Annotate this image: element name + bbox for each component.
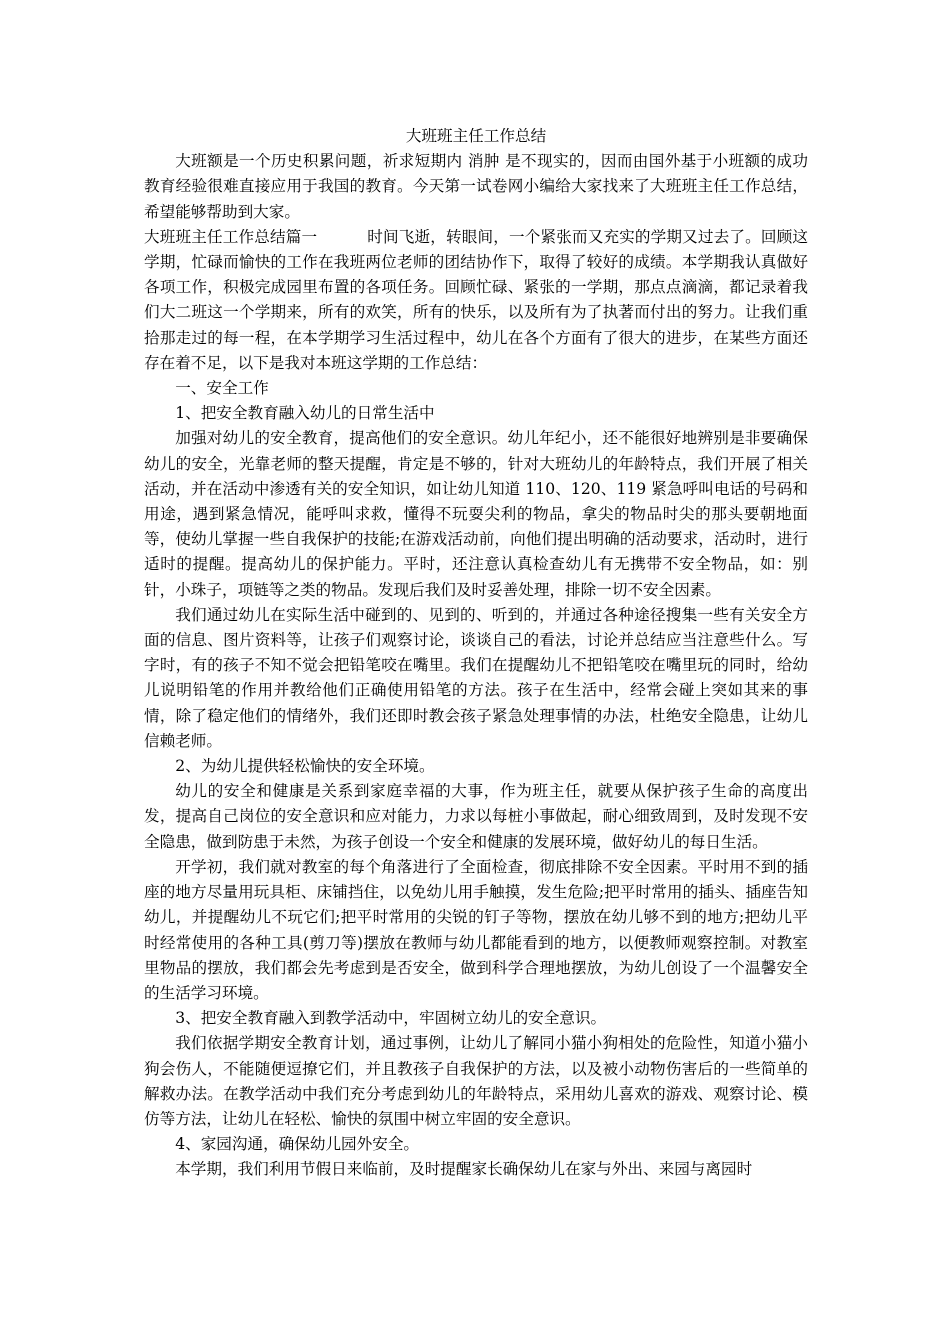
section1-heading: 一、安全工作 (175, 379, 269, 398)
document-body (144, 124, 808, 1183)
sub2-paragraph-2: 开学初，我们就对教室的每个角落进行了全面检查，彻底排除不安全因素。平时用不到的插座的地方尽量用玩具柜、床铺挡住，以免幼儿用手触摸，发生危险;把平时常用的插头、插座告知幼儿，并提醒幼儿不玩它们;把平时常用的尖锐的钉子等物，摆放在幼儿够不到的地方;把幼儿平时经常使用的各种工具(剪刀等)摆放在教师与幼儿都能看到的地方，以便教师观察控制。对教室里物品的摆放，我们都会先考虑到是否安全，做到科学合理地摆放，为幼儿创设了一个温馨安全的生活学习环境。 (144, 857, 808, 1002)
sub3-heading: 3、把安全教育融入到教学活动中，牢固树立幼儿的安全意识。 (175, 1009, 607, 1028)
sub4-heading: 4、家园沟通，确保幼儿园外安全。 (175, 1135, 420, 1154)
sub4-paragraph-1: 本学期，我们利用节假日来临前，及时提醒家长确保幼儿在家与外出、来园与离园时 (175, 1160, 753, 1179)
sub3-paragraph-1: 我们依据学期安全教育计划，通过事例，让幼儿了解同小猫小狗相处的危险性，知道小猫小狗会伤人，不能随便逗撩它们，并且教孩子自我保护的方法，以及被小动物伤害后的一些简单的解救办法。在教学活动中我们充分考虑到幼儿的年龄特点，采用幼儿喜欢的游戏、观察讨论、模仿等方法，让幼儿在轻松、愉快的氛围中树立牢固的安全意识。 (144, 1034, 808, 1128)
sub2-paragraph-1: 幼儿的安全和健康是关系到家庭幸福的大事，作为班主任，就要从保护孩子生命的高度出发，提高自己岗位的安全意识和应对能力，力求以每桩小事做起，耐心细致周到，及时发现不安全隐患，做到防患于未然，为孩子创设一个安全和健康的发展环境，做好幼儿的每日生活。 (144, 782, 808, 851)
sub1-paragraph-1: 加强对幼儿的安全教育，提高他们的安全意识。幼儿年纪小，还不能很好地辨别是非要确保幼儿的安全，光靠老师的整天提醒，肯定是不够的，针对大班幼儿的年龄特点，我们开展了相关活动，并在活动中渗透有关的安全知识，如让幼儿知道 110、120、119 紧急呼叫电话的号码和用途，遇到紧急情况，能呼叫求救，懂得不玩耍尖利的物品，拿尖的物品时尖的那头要朝地面等，使幼儿掌握一些自我保护的技能;在游戏活动前，向他们提出明确的活动要求，活动时，进行适时的提醒。提高幼儿的保护能力。平时，还注意认真检查幼儿有无携带不安全物品，如：别针，小珠子，项链等之类的物品。发现后我们及时妥善处理，排除一切不安全因素。 (144, 429, 808, 599)
part1-label: 大班班主任工作总结篇一 (144, 227, 318, 246)
sub1-paragraph-2: 我们通过幼儿在实际生活中碰到的、见到的、听到的，并通过各种途径搜集一些有关安全方面的信息、图片资料等，让孩子们观察讨论，谈谈自己的看法，讨论并总结应当注意些什么。写字时，有的孩子不知不觉会把铅笔咬在嘴里。我们在提醒幼儿不把铅笔咬在嘴里玩的同时，给幼儿说明铅笔的作用并教给他们正确使用铅笔的方法。孩子在生活中，经常会碰上突如其来的事情，除了稳定他们的情绪外，我们还即时教会孩子紧急处理事情的办法，杜绝安全隐患，让幼儿信赖老师。 (144, 605, 808, 750)
sub2-heading: 2、为幼儿提供轻松愉快的安全环境。 (175, 757, 435, 776)
part1-text: 时间飞逝，转眼间，一个紧张而又充实的学期又过去了。回顾这学期，忙碌而愉快的工作在我班两位老师的团结协作下，取得了较好的成绩。本学期我认真做好各项工作，积极完成园里布置的各项任务。回顾忙碌、紧张的一学期，那点点滴滴，都记录着我们大二班这一个学期来，所有的欢笑，所有的快乐，以及所有为了执著而付出的努力。让我们重拾那走过的每一程，在本学期学习生活过程中，幼儿在各个方面有了很大的进步，在某些方面还存在着不足，以下是我对本班这学期的工作总结： (144, 227, 808, 372)
document-title: 大班班主任工作总结 (405, 127, 547, 145)
part1-paragraph (144, 225, 808, 376)
sub1-heading: 1、把安全教育融入幼儿的日常生活中 (175, 404, 435, 423)
intro-paragraph: 大班额是一个历史积累问题，祈求短期内 消肿 是不现实的，因而由国外基于小班额的成功教育经验很难直接应用于我国的教育。今天第一试卷网小编给大家找来了大班班主任工作总结，希望能够帮助到大家。 (144, 152, 808, 221)
